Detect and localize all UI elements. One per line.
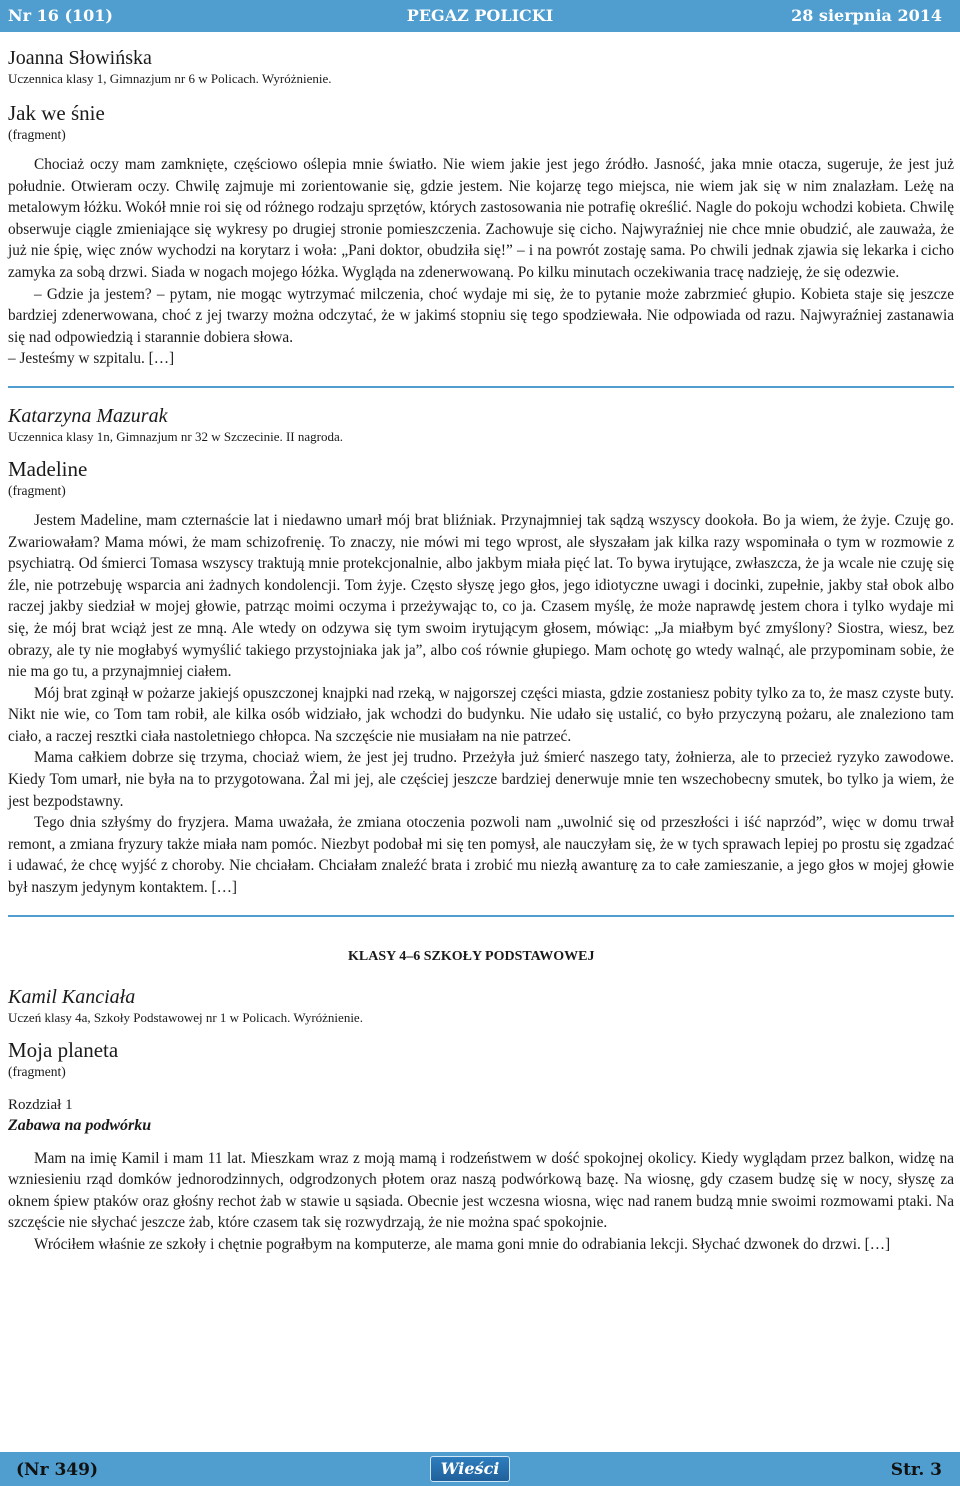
fragment-note: (fragment) [8, 1063, 66, 1079]
author-affiliation: Uczennica klasy 1, Gimnazjum nr 6 w Policach. Wyróżnienie. [8, 71, 332, 86]
issue-number: Nr 16 (101) [8, 6, 113, 25]
issue-date: 28 sierpnia 2014 [791, 6, 942, 25]
author-name: Katarzyna Mazurak [8, 404, 168, 427]
article-paragraph: Wróciłem właśnie ze szkoły i chętnie pograłbym na komputerze, ale mama goni mnie do odrabiania lekcji. Słychać dzwonek do drzwi. […] [34, 1236, 891, 1253]
article-title: Madeline [8, 456, 88, 481]
fragment-note: (fragment) [8, 127, 66, 142]
chapter-number: Rozdział 1 [8, 1096, 73, 1113]
article-paragraph: Mama całkiem dobrze się trzyma, chociaż wiem, że jest jej trudno. Przeżyła już śmierć naszego taty, żołnierza, ale to przecież ryzyko zawodowe. Kiedy Tom umarł, nie była na to przygotowana. Żal mi jej, ale częściej jeszcze bardziej denerwuje mnie ten wszechobecny smutek, bo tylko ja wiem, że jest bezpodstawny. [8, 749, 954, 810]
author-name: Kamil Kanciała [8, 985, 136, 1008]
article-paragraph: Mam na imię Kamil i mam 11 lat. Mieszkam wraz z moją mamą i rodzeństwem w dość spokojnej okolicy. Kiedy wyglądam przez balkon, widzę na wzniesieniu rząd domków jednorodzinnych, odgrodzonych płotem oraz naszą podwórkową bazę. Na wiosnę, gdy czasem budzę się w nocy, słyszę za oknem śpiew ptaków oraz głośny rechot żab w stawie u sąsiada. Obecnie jest wczesna wiosna, więc nad ranem budzą mnie swoimi rozmowami ptaki. Na szczęście nie słychać jeszcze żab, które czasem tak się rozwydrzają, że nie można spać spokojnie. [8, 1149, 954, 1232]
article-paragraph: Tego dnia szłyśmy do fryzjera. Mama uważała, że zmiana otoczenia pozwoli nam „uwolnić się od przeszłości i iść naprzód”, więc w domu trwał remont, a zmiana fryzury także miała nam pomóc. Niezbyt podobał mi się ten pomysł, ale nauczyłam się, że w tych sprawach lepiej po prostu się zgadzać i udawać, że chcę wyjść z choroby. Nie chciałam. Chciałam znaleźć brata i zrobić mu niezłą awanturę za to całe zamieszanie, a jego głos w mojej głowie był naszym jedynym kontaktem. […] [8, 814, 954, 897]
article-paragraph: Mój brat zginął w pożarze jakiejś opuszczonej knajpki nad rzeką, w najgorszej części miasta, gdzie zostaniesz pobity tylko za to, że masz czyste buty. Nikt nie wie, co Tom tam robił, ale kilka osób widziało, jak wchodzi do budynku. Nie udało się ustalić, co było przyczyną pożaru, ale znaleziono tam ciało, a raczej resztki ciała nastoletniego chłopca. Na szczęście nie musiałam na nie patrzeć. [8, 684, 954, 745]
chapter-title: Zabawa na podwórku [8, 1116, 152, 1134]
article-jak-we-snie [8, 46, 954, 370]
author-affiliation: Uczeń klasy 4a, Szkoły Podstawowej nr 1 w Policach. Wyróżnienie. [8, 1009, 363, 1025]
article-paragraph: – Jesteśmy w szpitalu. […] [8, 350, 175, 368]
page-header [0, 0, 960, 32]
article-madeline [8, 404, 954, 899]
page-footer [0, 1452, 960, 1486]
article-paragraph: Chociaż oczy mam zamknięte, częściowo oślepia mnie światło. Nie wiem jakie jest jego źródło. Jasność, jaka mnie otacza, sugeruje, że jest już południe. Otwieram oczy. Chwilę zajmuje mi zorientowanie się, gdzie jestem. Nie kojarzę tego miejsca, nie wiem jak się w nim znalazłam. Leżę na metalowym łóżku. Wokół mnie roi się od różnego rodzaju sprzętów, których zastosowania nie potrafię określić. Nagle do pokoju wchodzi kobieta. Chwilę obserwuje ciągle zmieniające się wykresy po drugiej stronie pomieszczenia. Zachowuje się cicho. Najwyraźniej nie chce mnie obudzić, ale zauważa, że już nie śpię, więc znów wychodzi na korytarz i woła: „Pani doktor, obudziła się!” – i na powrót zostaję sama. Po chwili jednak zjawia się lekarka i cicho zamyka za sobą drzwi. Siada w nogach mojego łóżka. Wygląda na zdenerwowaną. Po kilku minutach oczekiwania tracę nadzieję, że się odezwie. [8, 156, 954, 281]
article-paragraph: – Gdzie ja jestem? – pytam, nie mogąc wytrzymać milczenia, choć wydaje mi się, że to pytanie może zabrzmieć głupio. Kobieta staje się jeszcze bardziej zdenerwowana, choć z jej twarzy można odczytać, że w jakimś stopniu się tego spodziewała. Nie odpowiada od razu. Najwyraźniej zastanawia się nad odpowiedzią i starannie dobiera słowa. [8, 285, 954, 346]
page-number: Str. 3 [890, 1460, 942, 1480]
section-heading: KLASY 4–6 SZKOŁY PODSTAWOWEJ [348, 948, 595, 964]
publication-name: PEGAZ POLICKI [406, 6, 554, 25]
author-name: Joanna Słowińska [8, 47, 152, 69]
footer-issue: (Nr 349) [16, 1460, 98, 1480]
author-affiliation: Uczennica klasy 1n, Gimnazjum nr 32 w Szczecinie. II nagroda. [8, 428, 343, 444]
article-title: Jak we śnie [8, 101, 105, 125]
article-moja-planeta [8, 985, 954, 1256]
wiesci-logo: Wieści [430, 1456, 510, 1482]
page-content [8, 46, 954, 1256]
article-paragraph: Jestem Madeline, mam czternaście lat i niedawno umarł mój brat bliźniak. Przynajmniej tak sądzą wszyscy dookoła. Bo ja wiem, że żyje. Czuję go. Zwariowałam? Mama mówi, że mam schizofrenię. To znaczy, nie mówi mi tego wprost, ale słyszałam jak kilka razy wspominała o tym w rozmowie z psychiatrą. Od śmierci Tomasa wszyscy traktują mnie protekcjonalnie, albo jakbym miała pięć lat. To bywa irytujące, zwłaszcza, że ja wcale nie czuję się źle, nie potrzebuję wsparcia ani żadnych kondolencji. Tom żyje. Często słyszę jego głos, jego idiotyczne uwagi i docinki, zupełnie, jakby stał obok albo raczej jakby siedział w mojej głowie, patrząc moimi oczyma i przeżywając to, co ja. Czasem myślę, że może naprawdę jestem chora i tylko wydaje mi się, że mój brat wciąż jest ze mną. Ale wtedy on odzywa się tym swoim irytującym głosem, mówiąc: „Ja miałbym być zmyślony? Siostra, wiesz, bez obrazy, ale ty nie mogłabyś wymyślić takiego przystojniaka jak ja”, albo coś równie głupiego. Mam ochotę go wtedy walnąć, ale przypominam sobie, że nie ma go tu, a przynajmniej ciałem. [8, 511, 954, 681]
fragment-note: (fragment) [8, 482, 66, 498]
article-title: Moja planeta [8, 1037, 119, 1062]
